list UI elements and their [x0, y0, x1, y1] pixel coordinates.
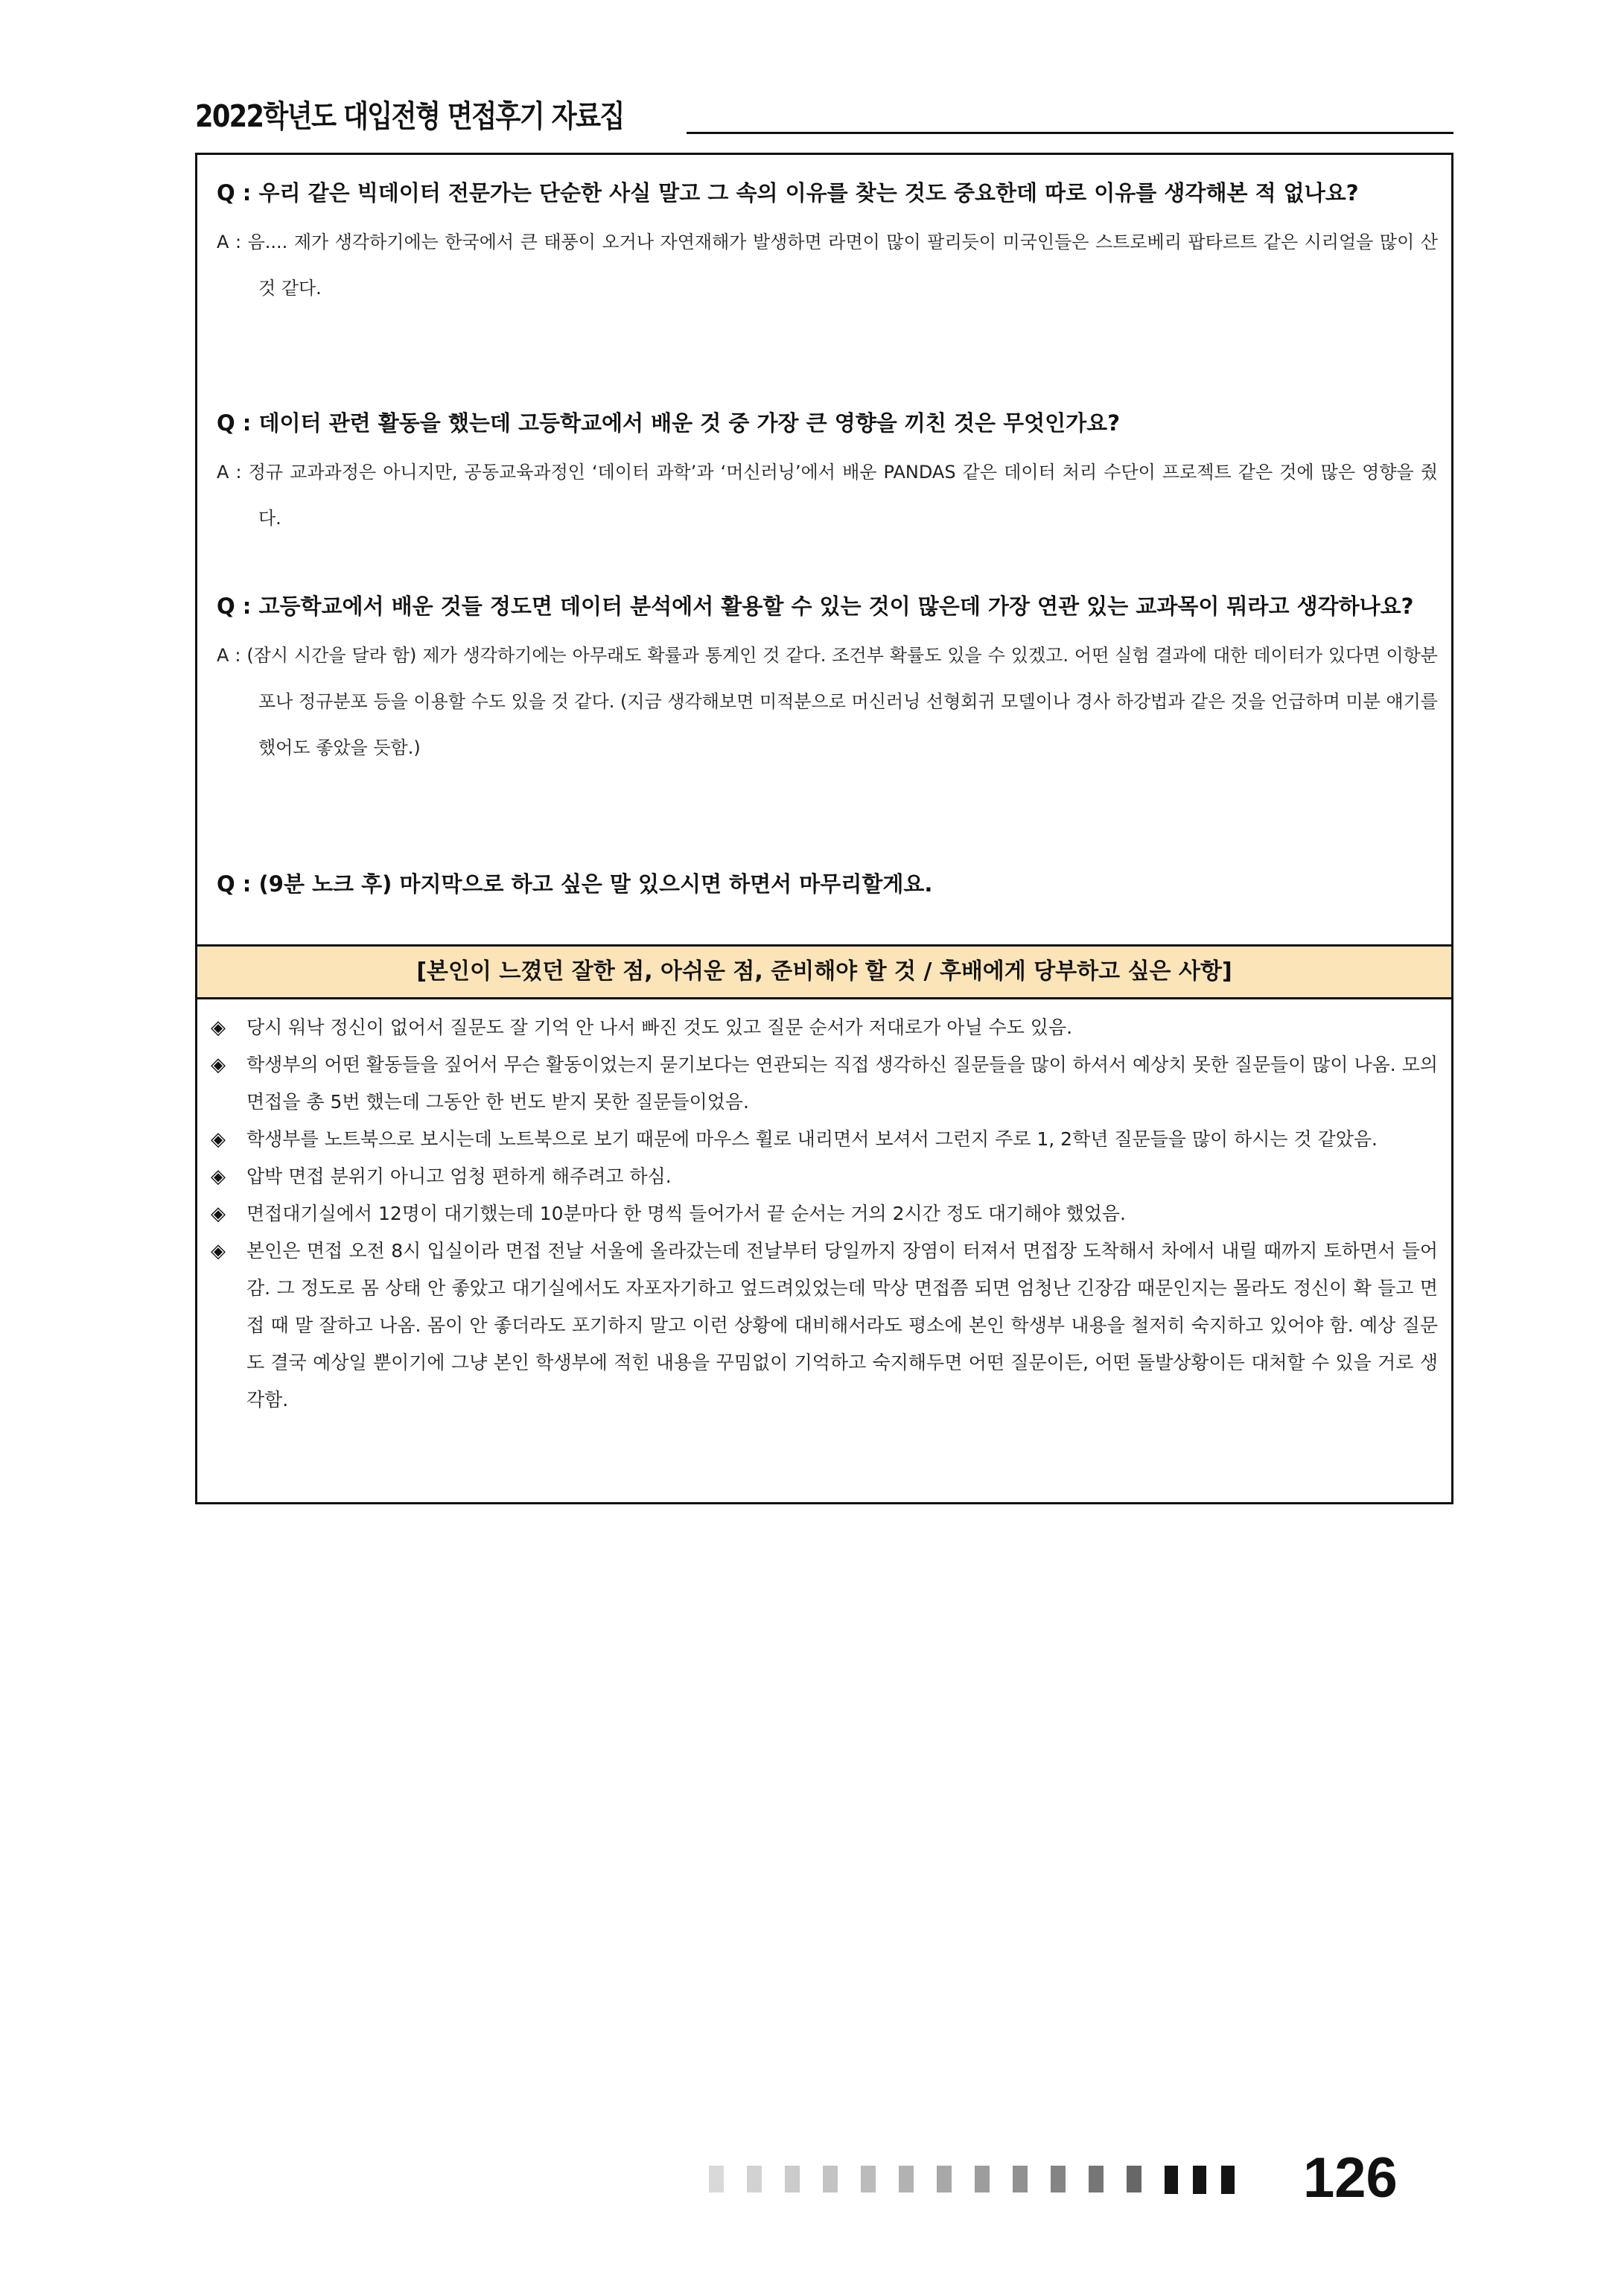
- tip-text: 학생부를 노트북으로 보시는데 노트북으로 보기 때문에 마우스 휠로 내리면서 보셔서 그런지 주로 1, 2학년 질문들을 많이 하시는 것 같았음.: [246, 1128, 1378, 1150]
- qa-item: [217, 583, 1438, 771]
- page-marker-bar: [899, 2166, 914, 2192]
- qa-item: [217, 861, 1438, 907]
- diamond-bullet-icon: ◈: [211, 1203, 226, 1225]
- page-marker-bar: [1013, 2166, 1028, 2192]
- diamond-bullet-icon: ◈: [211, 1166, 226, 1188]
- tip-item: [211, 1121, 1438, 1158]
- tip-text: 압박 면접 분위기 아니고 엄청 편하게 해주려고 하심.: [246, 1166, 672, 1187]
- page-marker-bar: [1051, 2166, 1066, 2192]
- qa-item: [217, 170, 1438, 311]
- question: Q : 고등학교에서 배운 것들 정도면 데이터 분석에서 활용할 수 있는 것이 많은데 가장 연관 있는 교과목이 뭐라고 생각하나요?: [217, 594, 1414, 619]
- question: Q : (9분 노크 후) 마지막으로 하고 싶은 말 있으시면 하면서 마무리할게요.: [217, 871, 933, 897]
- qa-section: [197, 155, 1451, 944]
- tip-item: [211, 1195, 1438, 1233]
- diamond-bullet-icon: ◈: [211, 1054, 226, 1076]
- page-marker-bar: [785, 2166, 800, 2192]
- tip-text: 면접대기실에서 12명이 대기했는데 10분마다 한 명씩 들어가서 끝 순서는 거의 2시간 정도 대기해야 했었음.: [246, 1203, 1126, 1224]
- page-marker-bar: [1127, 2166, 1141, 2192]
- interview-review-box: [195, 153, 1453, 1504]
- qa-item: [217, 400, 1438, 541]
- page-marker-bar: [747, 2166, 762, 2192]
- page-marker-bar: [1221, 2166, 1235, 2194]
- page-marker-bar: [975, 2166, 990, 2192]
- question: Q : 데이터 관련 활동을 했는데 고등학교에서 배운 것 중 가장 큰 영향을 끼친 것은 무엇인가요?: [217, 410, 1121, 436]
- tips-section-title: [본인이 느꼈던 잘한 점, 아쉬운 점, 준비해야 할 것 / 후배에게 당부하고 싶은 사항]: [197, 944, 1451, 999]
- page-marker-bar: [823, 2166, 838, 2192]
- answer: A : 음.... 제가 생각하기에는 한국에서 큰 태풍이 오거나 자연재해가 발생하면 라면이 많이 팔리듯이 미국인들은 스트로베리 팝타르트 같은 시리얼을 많이 산 것 같다.: [217, 232, 1438, 299]
- diamond-bullet-icon: ◈: [211, 1017, 226, 1039]
- document-title: 2022학년도 대입전형 면접후기 자료집: [195, 98, 624, 134]
- page-marker-bar: [709, 2166, 724, 2192]
- diamond-bullet-icon: ◈: [211, 1240, 226, 1262]
- page-marker-bar: [1193, 2166, 1206, 2194]
- tip-item: [211, 1158, 1438, 1195]
- question: Q : 우리 같은 빅데이터 전문가는 단순한 사실 말고 그 속의 이유를 찾는 것도 중요한데 따로 이유를 생각해본 적 없나요?: [217, 180, 1359, 206]
- header-rule: [687, 132, 1453, 134]
- page-marker-bar: [1089, 2166, 1104, 2192]
- diamond-bullet-icon: ◈: [211, 1128, 226, 1151]
- tip-text: 학생부의 어떤 활동들을 짚어서 무슨 활동이었는지 묻기보다는 연관되는 직접 생각하신 질문들을 많이 하셔서 예상치 못한 질문들이 많이 나옴. 모의 면접을 총 5번 했는데 그동안 한 번도 받지 못한 질문들이었음.: [246, 1054, 1438, 1113]
- page-number: 126: [1303, 2146, 1398, 2210]
- page-marker-bar: [937, 2166, 952, 2192]
- tip-item: [211, 1009, 1438, 1046]
- page-marker-bar: [861, 2166, 876, 2192]
- answer: A : 정규 교과과정은 아니지만, 공동교육과정인 ‘데이터 과학’과 ‘머신러닝’에서 배운 PANDAS 같은 데이터 처리 수단이 프로젝트 같은 것에 많은 영향을 줬다.: [217, 462, 1438, 529]
- page-marker-bar: [1165, 2166, 1178, 2194]
- tip-text: 당시 워낙 정신이 없어서 질문도 잘 기억 안 나서 빠진 것도 있고 질문 순서가 저대로가 아닐 수도 있음.: [246, 1017, 1073, 1038]
- tips-list: [211, 1009, 1438, 1419]
- tip-item: [211, 1233, 1438, 1419]
- tip-text: 본인은 면접 오전 8시 입실이라 면접 전날 서울에 올라갔는데 전날부터 당일까지 장염이 터져서 면접장 도착해서 차에서 내릴 때까지 토하면서 들어감. 그 정도로 몸 상태 안 좋았고 대기실에서도 자포자기하고 엎드려있었는데 막상 면접쯤 되면 엄청난 긴장감 때문인지는 몰라도 정신이 확 들고 면접 때 말 잘하고 나옴. 몸이 안 좋더라도 포기하지 말고 이런 상황에 대비해서라도 평소에 본인 학생부 내용을 철저히 숙지하고 있어야 함. 예상 질문도 결국 예상일 뿐이기에 그냥 본인 학생부에 적힌 내용을 꾸밈없이 기억하고 숙지해두면 어떤 질문이든, 어떤 돌발상황이든 대처할 수 있을 거로 생각함.: [246, 1240, 1438, 1411]
- answer: A : (잠시 시간을 달라 함) 제가 생각하기에는 아무래도 확률과 통계인 것 같다. 조건부 확률도 있을 수 있겠고. 어떤 실험 결과에 대한 데이터가 있다면 이항분포나 정규분포 등을 이용할 수도 있을 것 같다. (지금 생각해보면 미적분으로 머신러닝 선형회귀 모델이나 경사 하강법과 같은 것을 언급하며 미분 얘기를 했어도 좋았을 듯함.): [217, 645, 1438, 758]
- tip-item: [211, 1046, 1438, 1121]
- running-header: [195, 97, 1453, 139]
